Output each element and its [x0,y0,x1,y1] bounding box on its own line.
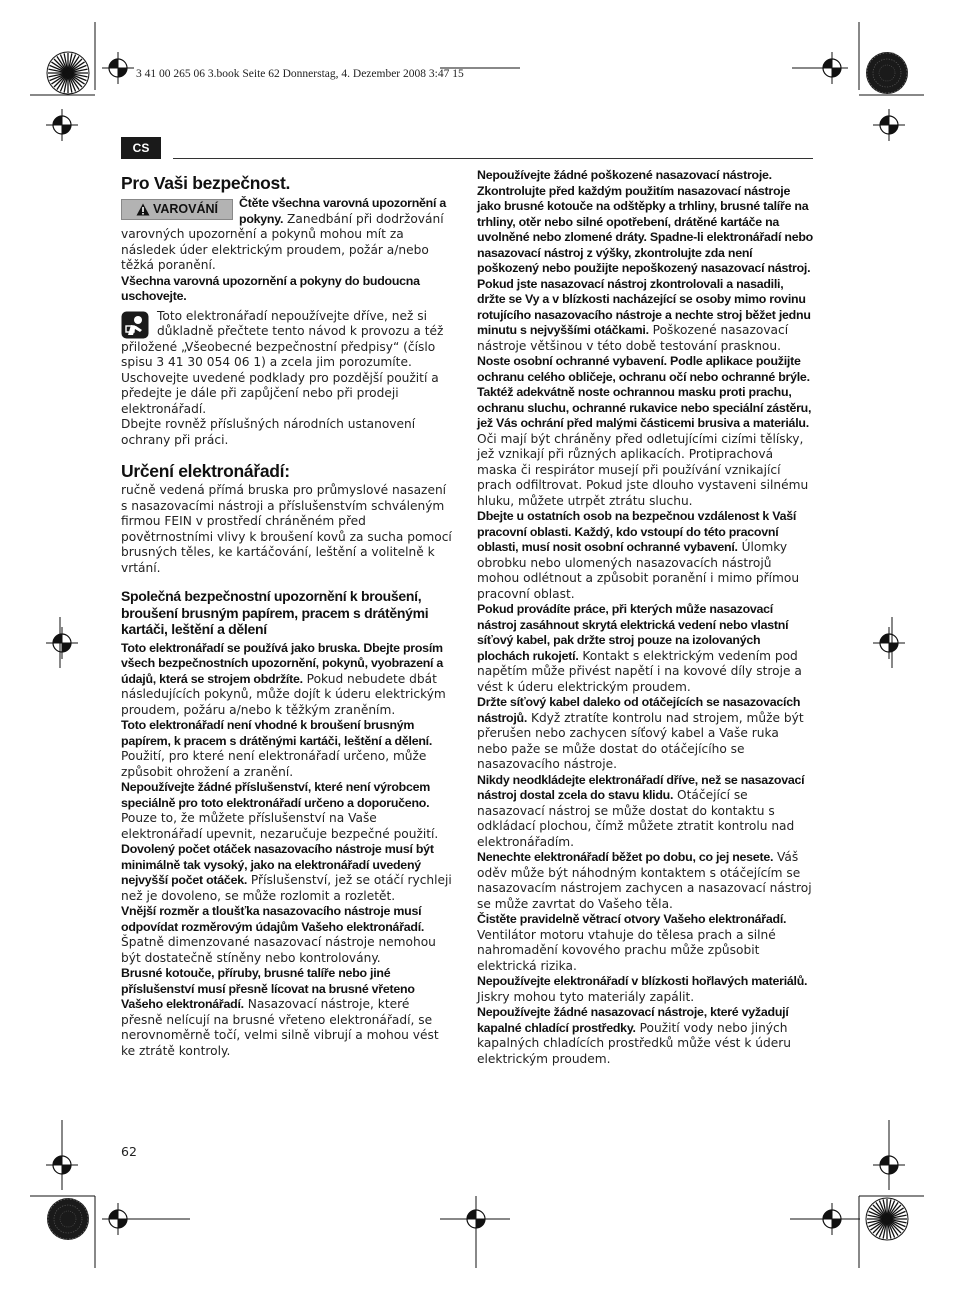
warning-badge [121,199,233,220]
right-paragraph-6: Nikdy neodkládejte elektronářadí dříve, než se nasazovací nástroj dostal zcela do stavu klidu. Otáčející se nasazovací nástroj se může dostat do kontaktu s odkládací plochou, čímž můžete ztratit kontrolu nad elektronářadím. [477,772,805,849]
right-paragraph-3: Dbejte u ostatních osob na bezpečnou vzdálenost k Vaší pracovní oblasti. Každý, kdo vstoupí do této pracovní oblasti, musí nosit osobní ochranné vybavení. Úlomky obrobku nebo ulomených nasazovacích nástrojů mohou odlétnout a způsobit poranění i mimo přímou pracovní oblast. [477,509,800,601]
keep-instructions: Všechna varovná upozornění a pokyny do budoucna uschovejte. [121,273,420,303]
read-manual-icon [121,311,149,339]
right-paragraph-2: Noste osobní ochranné vybavení. Podle aplikace použijte ochranu celého obličeje, ochranu očí nebo ochranné brýle. Taktéž adekvátně noste ochrannou masku proti prachu, ochranu sluchu, ochranné rukavice nebo speciální zástěru, jež Vás ochrání před malými částicemi brusiva a materiálu. Oči mají být chráněny před odletujícími cizími tělísky, jež vznikají při různých aplikacích. Protiprachová maska či respirátor musejí při používání vznikající prach odfiltrovat. Pokud jste dlouho vystaveni silnému hluku, můžete utrpět ztrátu sluchu. [477,354,812,508]
left-paragraph-2: Toto elektronářadí není vhodné k broušení brusným papírem, k pracem s drátěnými kartáči, leštění a dělení. Použití, pro které není elektronářadí určeno, může způsobit ohrožení a zranění. [121,718,433,779]
purpose-text: ručně vedená přímá bruska pro průmyslové nasazení s nasazovacími nástroji a příslušenstvím schváleným firmou FEIN v prostředí chráněném před povětrnostními vlivy k broušení kovů za sucha pomocí brusných těles, ke kartáčování, leštění a volitelně k vrtání. [121,483,452,575]
right-column [477,168,813,1067]
left-paragraph-3: Nepoužívejte žádné příslušenství, které není výrobcem speciálně pro toto elektronářadí určeno a doporučeno. Pouze to, že můžete příslušenství na Vaše elektronářadí upevnit, nezaručuje bezpečné použití. [121,780,439,841]
left-paragraph-1: Toto elektronářadí se používá jako bruska. Dbejte prosím všech bezpečnostních upozornění, pokynů, vyobrazení a údajů, která se strojem obdržíte. Pokud nebudete dbát následujících pokynů, může dojít k úderu elektrickým proudem, požáru a/nebo k těžkým zraněním. [121,640,446,717]
section-title-safety: Pro Vaši bezpečnost. [121,173,291,193]
warning-text: Zanedbání při dodržování varovných upozornění a pokynů mohou mít za následek úder elektrickým proudem, požár a/nebo těžká poranění. [121,211,444,272]
right-paragraph-4: Pokud provádíte práce, při kterých může nasazovací nástroj zasáhnout skrytá elektrická vedení nebo vlastní síťový kabel, pak držte stroj pouze na izolovaných plochách rukojetí. Kontakt s elektrickým vedením pod napětím může přivést napětí i na kovové díly stroje a vést k úderu elektrickým proudem. [477,602,802,694]
left-paragraph-6: Brusné kotouče, příruby, brusné talíře nebo jiné příslušenství musí přesně lícovat na brusné vřeteno Vašeho elektronářadí. Nasazovací nástroje, které přesně nelícují na brusné vřeteno elektronářadí, se nerovnoměrně točí, velmi silně vibrují a mohou vést ke ztrátě kontroly. [121,966,439,1058]
warning-triangle-icon [136,203,150,216]
right-paragraph-5: Držte síťový kabel daleko od otáčejících se nasazovacích nástrojů. Když ztratíte kontrolu nad strojem, může být přerušen nebo zachycen síťový kabel a Vaše ruka nebo paže se může dostat do otáčejícího se nasazovacího nástroje. [477,695,804,771]
subsection-title-common-safety: Společná bezpečnostní upozornění k broušení, broušení brusným papírem, pracem s drátěnými kartáči, leštění a dělení [121,588,429,637]
warning-label: VAROVÁNÍ [152,201,219,216]
left-column [121,168,453,1059]
left-paragraph-4: Dovolený počet otáček nasazovacího nástroje musí být minimálně tak vysoký, jako na elektronářadí uvedený nejvyšší počet otáček. Příslušenství, jež se otáčí rychleji než je dovoleno, se může rozlomit a rozletět. [121,842,452,903]
page-number: 62 [121,1144,137,1159]
right-paragraph-9: Nepoužívejte elektronářadí v blízkosti hořlavých materiálů. Jiskry mohou tyto materiály zapálit. [477,974,808,1004]
section-title-purpose: Určení elektronářadí: [121,461,290,481]
manual-paragraph [121,309,453,418]
header-rule [173,158,813,159]
language-badge: CS [121,137,161,159]
left-paragraph-5: Vnější rozměr a tloušťka nasazovacího nástroje musí odpovídat rozměrovým údajům Vašeho elektronářadí. Špatně dimenzované nasazovací nástroje nemohou být dostatečně stíněny nebo kontrolovány. [121,904,436,965]
right-paragraph-8: Čistěte pravidelně větrací otvory Vašeho elektronářadí. Ventilátor motoru vtahuje do tělesa prach a silné nahromadění kovového prachu může způsobit elektrická rizika. [477,912,787,973]
right-paragraph-1: Nepoužívejte žádné poškozené nasazovací nástroje. Zkontrolujte před každým použitím nasazovací nástroje jako brusné kotouče na odštěpky a trhliny, brusné talíře na trhliny, otěr nebo silné opotřebení, drátěné kartáče na uvolněné nebo zlomené dráty. Spadne-li elektronářadí nebo nasazovací nástroj z výšky, zkontrolujte zda není poškozený nebo použijte nepoškozený nasazovací nástroj. Pokud jste nasazovací nástroj zkontrolovali a nasadili, držte se Vy a v blízkosti nacházející se osoby mimo rovinu rotujícího nasazovacího nástroje a nechte stroj běžet jednu minutu s nejvyššími otáčkami. Poškozené nasazovací nástroje většinou v této době testování prasknou. [477,168,813,353]
warning-bold: Čtěte všechna varovná upozornění a pokyny. [239,196,447,226]
print-header-line: 3 41 00 265 06 3.book Seite 62 Donnerstag, 4. Dezember 2008 3:47 15 [136,68,464,80]
warning-paragraph [121,196,453,274]
national-regulations-text: Dbejte rovněž příslušných národních ustanovení ochrany při práci. [121,417,416,447]
manual-text: Toto elektronářadí nepoužívejte dříve, než si důkladně přečtete tento návod k provozu a též přiložené „Všeobecné bezpečnostní předpisy“ (číslo spisu 3 41 30 054 06 1) a zcela jim porozumíte. Uschovejte uvedené podklady pro pozdější použití a předejte je dále při zapůjčení nebo při prodeji elektronářadí. [121,308,444,416]
right-paragraph-7: Nenechte elektronářadí běžet po dobu, co jej nesete. Váš oděv může být náhodným kontaktem s otáčejícím se nasazovacím nástrojem zachycen a nasazovací nástroj se může zavrtat do Vašeho těla. [477,850,812,911]
right-paragraph-10: Nepoužívejte žádné nasazovací nástroje, které vyžadují kapalné chladící prostředky. Použití vody nebo jiných kapalných chladících prostředků může vést k úderu elektrickým proudem. [477,1005,791,1066]
